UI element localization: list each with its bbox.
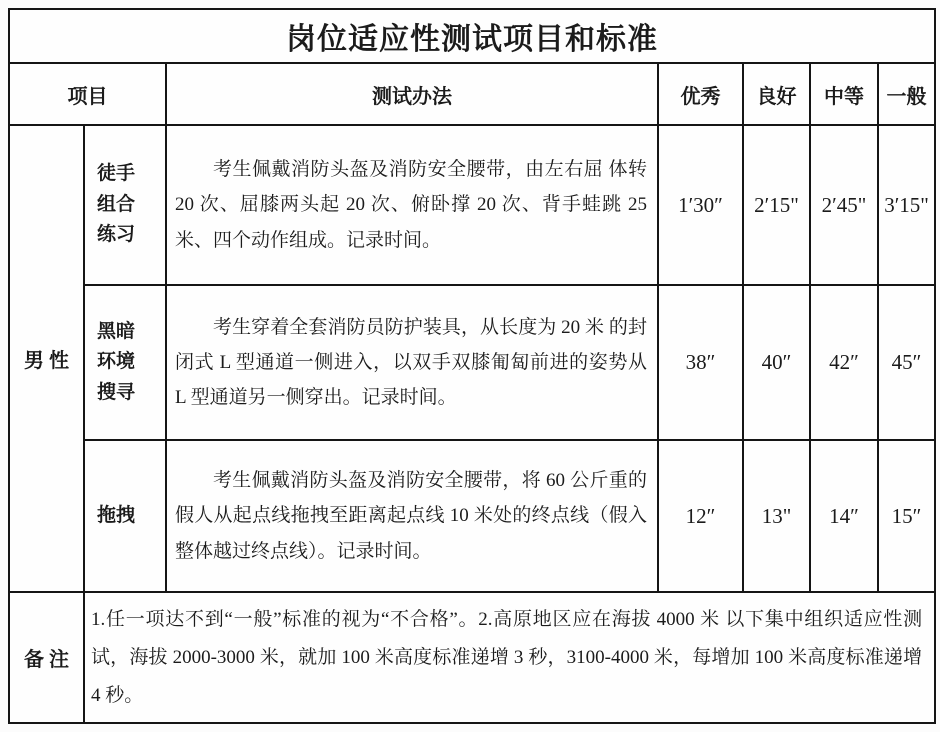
remark-text: 1.任一项达不到“一般”标准的视为“不合格”。2.高原地区应在海拔 4000 米 以下集中组织适应性测试，海拔 2000-3000 米，就加 100 米高度标准递增 3 秒，3100-4000 米，每增加 100 米高度标准递增 4 秒。 <box>84 592 935 723</box>
value-general: 45″ <box>878 285 935 440</box>
item-label-drag: 拖拽 <box>84 440 166 592</box>
value-general: 15″ <box>878 440 935 592</box>
column-header-project: 项目 <box>9 63 166 125</box>
value-excellent: 38″ <box>658 285 743 440</box>
item-label-freehand-drill: 徒手组合练习 <box>84 125 166 285</box>
remark-row <box>9 592 935 723</box>
column-header-general: 一般 <box>878 63 935 125</box>
page-title: 岗位适应性测试项目和标准 <box>9 9 935 63</box>
method-text-freehand-drill: 考生佩戴消防头盔及消防安全腰带，由左右屈 体转 20 次、屈膝两头起 20 次、俯卧撑 20 次、背手蛙跳 25 米、四个动作组成。记录时间。 <box>166 125 658 285</box>
title-row <box>9 9 935 63</box>
group-label-male: 男 性 <box>9 125 84 592</box>
standards-table <box>8 8 936 724</box>
value-general: 3′15" <box>878 125 935 285</box>
table-row-dark-search <box>9 285 935 440</box>
column-header-method: 测试办法 <box>166 63 658 125</box>
value-medium: 2′45" <box>810 125 878 285</box>
header-row <box>9 63 935 125</box>
value-good: 2′15" <box>743 125 810 285</box>
value-medium: 14″ <box>810 440 878 592</box>
value-excellent: 1′30″ <box>658 125 743 285</box>
value-good: 13" <box>743 440 810 592</box>
value-good: 40″ <box>743 285 810 440</box>
method-text-drag: 考生佩戴消防头盔及消防安全腰带，将 60 公斤重的假人从起点线拖拽至距离起点线 10 米处的终点线（假入整体越过终点线）。记录时间。 <box>166 440 658 592</box>
column-header-excellent: 优秀 <box>658 63 743 125</box>
table-row-drag <box>9 440 935 592</box>
table-row-freehand-drill <box>9 125 935 285</box>
column-header-medium: 中等 <box>810 63 878 125</box>
value-excellent: 12″ <box>658 440 743 592</box>
column-header-good: 良好 <box>743 63 810 125</box>
value-medium: 42″ <box>810 285 878 440</box>
remark-label: 备 注 <box>9 592 84 723</box>
method-text-dark-search: 考生穿着全套消防员防护装具，从长度为 20 米 的封闭式 L 型通道一侧进入，以双手双膝匍匐前进的姿势从 L 型通道另一侧穿出。记录时间。 <box>166 285 658 440</box>
item-label-dark-search: 黑暗环境搜寻 <box>84 285 166 440</box>
